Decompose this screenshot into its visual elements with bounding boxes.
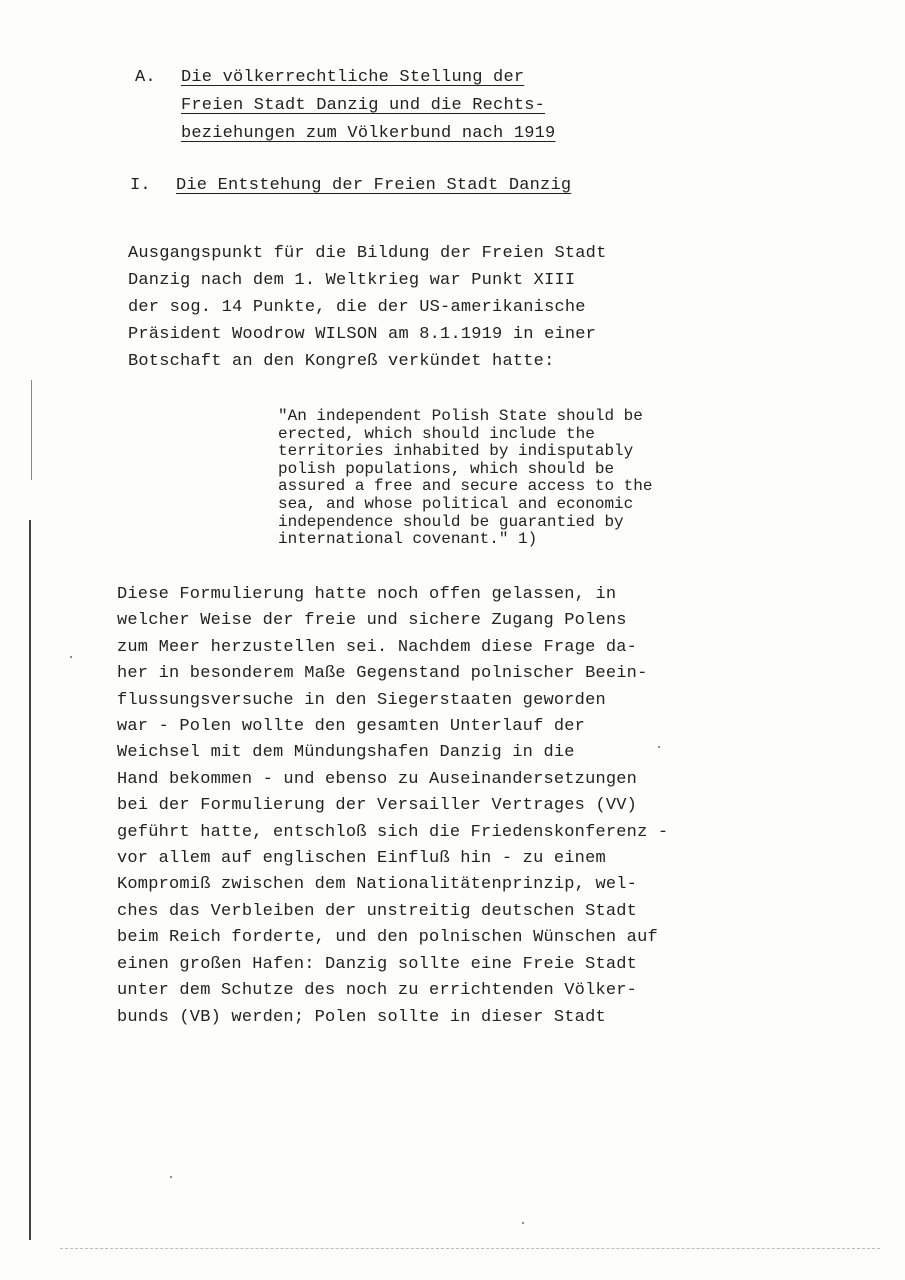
paragraph-line: bunds (VB) werden; Polen sollte in dieser Stadt: [117, 1007, 606, 1027]
scan-edge-noise: [60, 1238, 880, 1249]
quote-line: erected, which should include the: [278, 424, 595, 443]
margin-rule: [29, 520, 31, 1240]
heading-a-line: Die völkerrechtliche Stellung der: [181, 68, 525, 87]
paragraph-line: Kompromiß zwischen dem Nationalitätenprinzip, wel-: [117, 875, 638, 895]
heading-a-marker: A.: [135, 68, 156, 87]
quote-line: sea, and whose political and economic: [278, 494, 634, 513]
paragraph-line: der sog. 14 Punkte, die der US-amerikanische: [128, 298, 586, 317]
quote-line: assured a free and secure access to the: [278, 477, 653, 496]
scan-speck: [170, 1176, 172, 1178]
heading-a-line: beziehungen zum Völkerbund nach 1919: [181, 124, 556, 143]
paragraph-line: flussungsversuche in den Siegerstaaten geworden: [117, 690, 606, 710]
paragraph-line: welcher Weise der freie und sichere Zugang Polens: [117, 611, 627, 631]
paragraph-line: Diese Formulierung hatte noch offen gelassen, in: [117, 585, 617, 604]
paragraph-line: Danzig nach dem 1. Weltkrieg war Punkt XIII: [128, 271, 576, 290]
quote-line: polish populations, which should be: [278, 459, 615, 478]
wilson-quote: [278, 408, 652, 549]
paragraph-line: her in besonderem Maße Gegenstand polnischer Beein-: [117, 664, 648, 684]
paragraph-line: zum Meer herzustellen sei. Nachdem diese Frage da-: [117, 637, 638, 657]
paragraph-line: bei der Formulierung der Versailler Vertrages (VV): [117, 796, 638, 816]
paragraph-line: unter dem Schutze des noch zu errichtenden Völker-: [117, 981, 638, 1001]
paragraph-line: einen großen Hafen: Danzig sollte eine Freie Stadt: [117, 954, 638, 974]
paragraph-line: ches das Verbleiben der unstreitig deutschen Stadt: [117, 901, 638, 921]
heading-i-marker: I.: [130, 176, 151, 195]
paragraph-line: Weichsel mit dem Mündungshafen Danzig in die: [117, 743, 575, 763]
paragraph-line: war - Polen wollte den gesamten Unterlauf der: [117, 717, 586, 737]
heading-a-title: [181, 64, 555, 148]
quote-line: international covenant." 1): [278, 530, 538, 549]
quote-line: territories inhabited by indisputably: [278, 442, 634, 461]
scan-speck: [70, 656, 72, 658]
paragraph-2: [117, 582, 668, 1031]
scan-speck: [658, 746, 660, 748]
quote-line: independence should be guarantied by: [278, 512, 624, 531]
heading-i-title: [176, 172, 571, 200]
heading-i-line: Die Entstehung der Freien Stadt Danzig: [176, 176, 572, 195]
paragraph-line: Botschaft an den Kongreß verkündet hatte:: [128, 352, 555, 371]
paragraph-line: geführt hatte, entschloß sich die Friedenskonferenz -: [117, 822, 669, 842]
paragraph-line: Präsident Woodrow WILSON am 8.1.1919 in einer: [128, 325, 597, 344]
paragraph-1: [128, 240, 606, 375]
heading-a-line: Freien Stadt Danzig und die Rechts-: [181, 96, 546, 115]
paragraph-line: beim Reich forderte, und den polnischen Wünschen auf: [117, 928, 658, 948]
margin-rule-upper: [31, 380, 32, 480]
paragraph-line: Hand bekommen - und ebenso zu Auseinandersetzungen: [117, 769, 638, 789]
quote-line: "An independent Polish State should be: [278, 407, 643, 425]
scan-speck: [522, 1222, 524, 1224]
paragraph-line: vor allem auf englischen Einfluß hin - zu einem: [117, 849, 606, 869]
paragraph-line: Ausgangspunkt für die Bildung der Freien Stadt: [128, 244, 607, 263]
